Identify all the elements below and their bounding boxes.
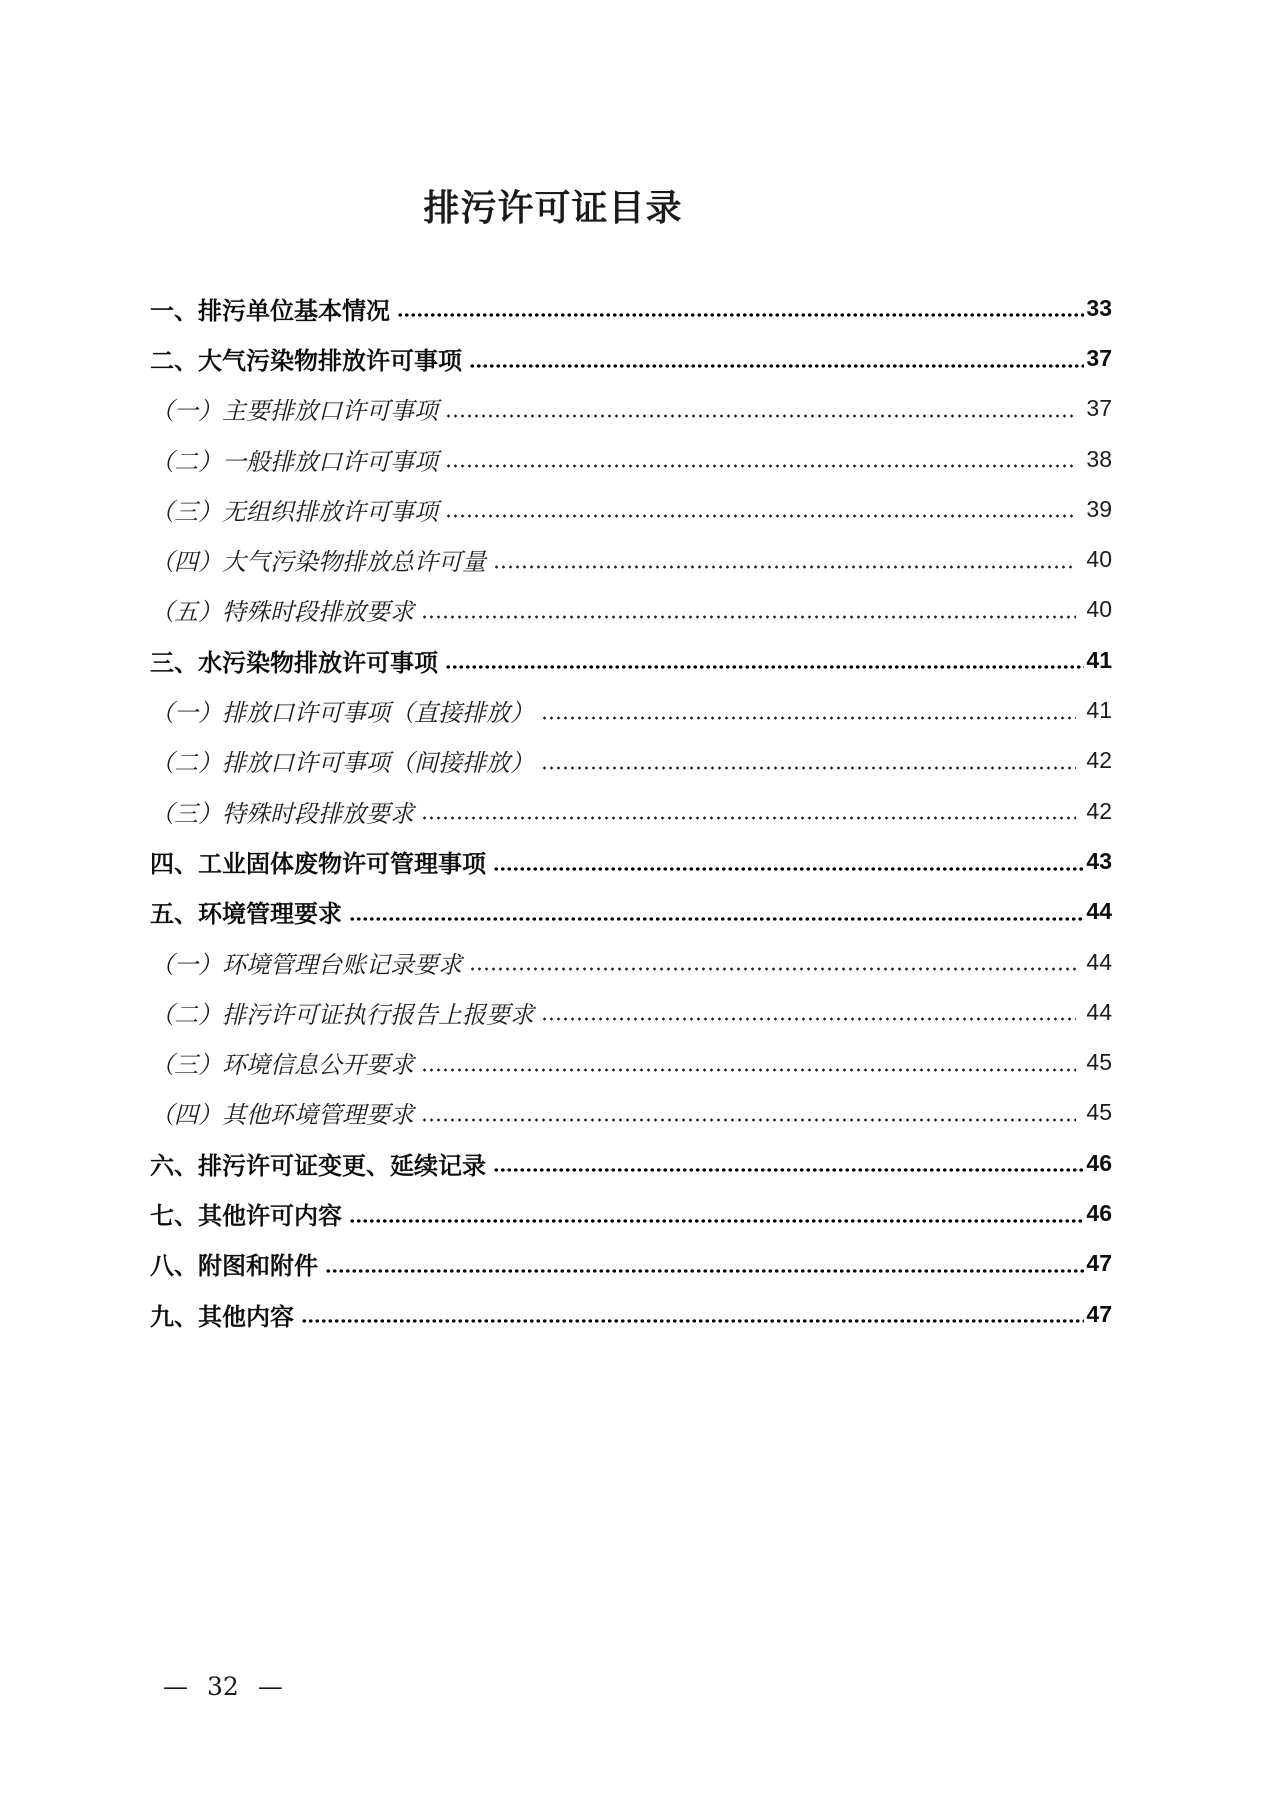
toc-leader-dots [421, 1037, 1076, 1087]
toc-leader-dots [469, 937, 1076, 987]
page-title: 排污许可证目录 [423, 187, 683, 228]
toc-entry-label: 七、其他许可内容 [150, 1202, 342, 1230]
toc-leader-dots [469, 333, 1084, 383]
toc-entry-label: 五、环境管理要求 [150, 901, 342, 929]
toc-leader-dots [397, 283, 1084, 333]
toc-leader-dots [445, 484, 1076, 534]
toc-entry-page: 40 [1086, 546, 1112, 573]
toc-leader-dots [541, 685, 1076, 735]
toc-entry [150, 534, 1112, 584]
footer-left-dash: — [163, 1672, 188, 1701]
toc-entry-page: 37 [1086, 344, 1112, 371]
toc-entry [150, 736, 1112, 786]
toc-entry [150, 484, 1112, 534]
toc-entry-label: 一、排污单位基本情况 [150, 297, 390, 325]
toc-entry [150, 1289, 1112, 1339]
toc-entry [150, 283, 1112, 333]
toc-leader-dots [445, 635, 1084, 685]
toc-entry-label: （一）主要排放口许可事项 [150, 399, 438, 426]
toc-leader-dots [445, 434, 1076, 484]
toc-leader-dots [421, 786, 1076, 836]
toc-entry [150, 1239, 1112, 1289]
toc-entry-label: 六、排污许可证变更、延续记录 [150, 1152, 486, 1180]
footer-page-number [163, 1672, 283, 1701]
toc-entry [150, 333, 1112, 383]
toc-entry-page: 45 [1086, 1049, 1112, 1076]
toc-entry-page: 47 [1086, 1250, 1112, 1277]
toc-leader-dots [421, 585, 1076, 635]
toc-leader-dots [541, 987, 1076, 1037]
toc-entry-page: 46 [1086, 1199, 1112, 1226]
toc-entry-page: 41 [1086, 646, 1112, 673]
toc-entry-page: 33 [1086, 294, 1112, 321]
toc-entry [150, 1037, 1112, 1087]
toc-entry [150, 786, 1112, 836]
toc-entry-label: （五）特殊时段排放要求 [150, 600, 414, 627]
toc-entry-page: 47 [1086, 1300, 1112, 1327]
toc-entry-label: （四）其他环境管理要求 [150, 1103, 414, 1130]
toc-entry [150, 685, 1112, 735]
toc-entry [150, 434, 1112, 484]
toc-entry-label: （四）大气污染物排放总许可量 [150, 550, 486, 577]
toc-entry-label: 二、大气污染物排放许可事项 [150, 347, 462, 375]
toc-entry-page: 39 [1086, 495, 1112, 522]
toc-entry-page: 44 [1086, 898, 1112, 925]
toc-entry-page: 41 [1086, 697, 1112, 724]
toc-entry-label: 四、工业固体废物许可管理事项 [150, 850, 486, 878]
toc-entry [150, 635, 1112, 685]
toc-entry [150, 987, 1112, 1037]
toc-entry [150, 887, 1112, 937]
toc-entry-label: 九、其他内容 [150, 1303, 294, 1331]
footer-right-dash: — [257, 1672, 283, 1701]
toc-entry-label: （二）排污许可证执行报告上报要求 [150, 1002, 534, 1029]
toc-entry-page: 44 [1086, 948, 1112, 975]
toc-entry-label: 三、水污染物排放许可事项 [150, 649, 438, 677]
toc-entry-label: （一）环境管理台账记录要求 [150, 952, 462, 979]
toc-leader-dots [493, 1138, 1084, 1188]
toc-leader-dots [349, 1188, 1084, 1238]
table-of-contents [150, 283, 1112, 1339]
toc-entry-label: （三）无组织排放许可事项 [150, 499, 438, 526]
toc-entry-page: 37 [1086, 395, 1112, 422]
toc-entry-page: 44 [1086, 998, 1112, 1025]
toc-entry [150, 384, 1112, 434]
toc-entry-label: 八、附图和附件 [150, 1253, 318, 1281]
toc-entry-label: （二）排放口许可事项（间接排放） [150, 751, 534, 778]
toc-leader-dots [325, 1239, 1084, 1289]
toc-entry-page: 46 [1086, 1149, 1112, 1176]
toc-entry [150, 1088, 1112, 1138]
toc-entry [150, 585, 1112, 635]
toc-leader-dots [445, 384, 1076, 434]
toc-entry-page: 45 [1086, 1099, 1112, 1126]
toc-entry-page: 40 [1086, 596, 1112, 623]
toc-entry-label: （一）排放口许可事项（直接排放） [150, 701, 534, 728]
toc-entry [150, 1138, 1112, 1188]
toc-entry-label: （三）特殊时段排放要求 [150, 801, 414, 828]
toc-entry [150, 1188, 1112, 1238]
toc-leader-dots [301, 1289, 1084, 1339]
toc-entry-page: 42 [1086, 797, 1112, 824]
toc-leader-dots [541, 736, 1076, 786]
toc-entry-label: （三）环境信息公开要求 [150, 1053, 414, 1080]
toc-entry-page: 38 [1086, 445, 1112, 472]
toc-leader-dots [493, 836, 1084, 886]
toc-entry [150, 937, 1112, 987]
toc-leader-dots [421, 1088, 1076, 1138]
toc-entry-page: 42 [1086, 747, 1112, 774]
toc-leader-dots [493, 534, 1076, 584]
toc-entry-label: （二）一般排放口许可事项 [150, 449, 438, 476]
toc-entry [150, 836, 1112, 886]
toc-leader-dots [349, 887, 1084, 937]
toc-entry-page: 43 [1086, 847, 1112, 874]
footer-page-number-value: 32 [207, 1672, 239, 1701]
